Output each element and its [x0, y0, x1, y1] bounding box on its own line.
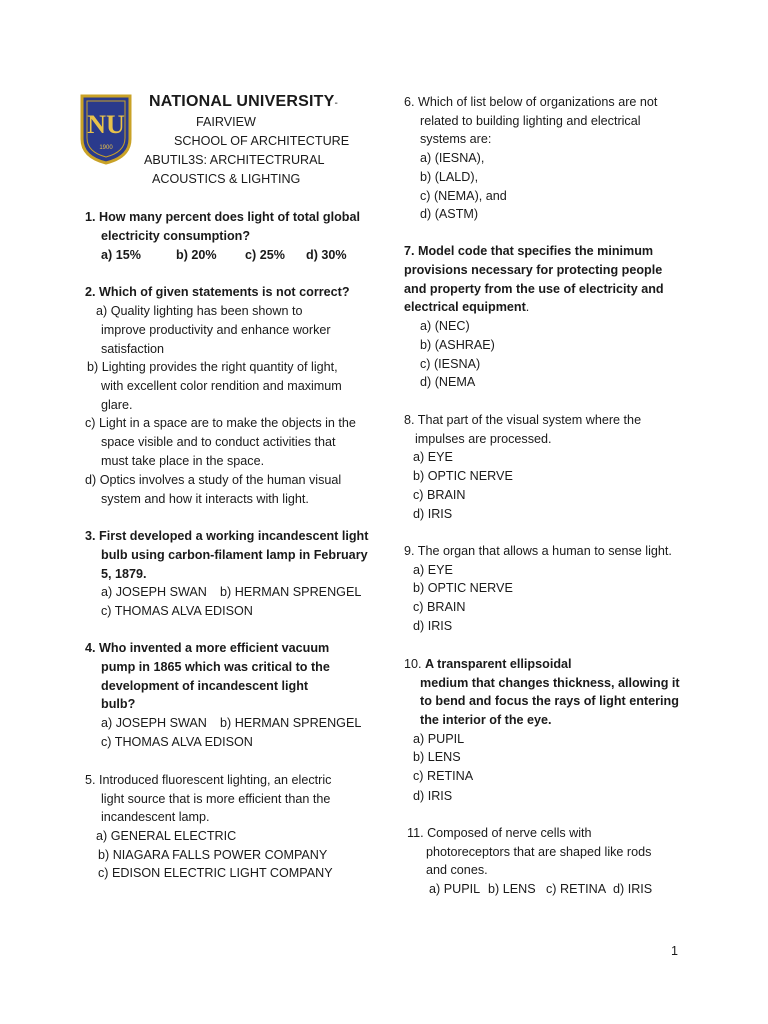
- q10-option-b: b) LENS: [413, 750, 461, 764]
- q11-option-b: b) LENS: [488, 882, 536, 896]
- logo-year: 1900: [99, 145, 113, 151]
- q4-text: pump in 1865 which was critical to the: [101, 660, 330, 674]
- q7-option-b: b) (ASHRAE): [420, 338, 495, 352]
- q2-option-a-cont: improve productivity and enhance worker: [101, 323, 331, 337]
- q3-option-b: b) HERMAN SPRENGEL: [220, 585, 362, 599]
- q6-text: systems are:: [420, 132, 492, 146]
- q2-option-b-cont: with excellent color rendition and maximum: [101, 379, 342, 393]
- q3-option-c: c) THOMAS ALVA EDISON: [101, 604, 253, 618]
- q9-text: 9. The organ that allows a human to sense light.: [404, 544, 672, 558]
- university-logo: [79, 93, 133, 165]
- q6-text: related to building lighting and electrical: [420, 114, 641, 128]
- q2-option-d-cont: system and how it interacts with light.: [101, 492, 309, 506]
- q10-text: the interior of the eye.: [420, 713, 552, 727]
- q1-option-c: c) 25%: [245, 248, 285, 262]
- q1-option-b: b) 20%: [176, 248, 217, 262]
- q6-text: 6. Which of list below of organizations are not: [404, 95, 658, 109]
- q9-option-b: b) OPTIC NERVE: [413, 581, 513, 595]
- q3-text: 3. First developed a working incandescent light: [85, 529, 369, 543]
- school-name: SCHOOL OF ARCHITECTURE: [174, 134, 350, 148]
- course-title-cont: ACOUSTICS & LIGHTING: [152, 172, 301, 186]
- q4-option-b: b) HERMAN SPRENGEL: [220, 716, 362, 730]
- q11-text: and cones.: [426, 863, 488, 877]
- campus-name: FAIRVIEW: [196, 115, 256, 129]
- q9-option-a: a) EYE: [413, 563, 453, 577]
- q2-option-c-cont: must take place in the space.: [101, 454, 265, 468]
- q3-text: bulb using carbon-filament lamp in February: [101, 548, 368, 562]
- q5-text: 5. Introduced fluorescent lighting, an electric: [85, 773, 332, 787]
- page-number: 1: [671, 944, 679, 958]
- q8-option-a: a) EYE: [413, 450, 453, 464]
- q2-option-c-cont: space visible and to conduct activities that: [101, 435, 336, 449]
- q2-question: 2. Which of given statements is not correct?: [85, 285, 350, 299]
- q2-option-b-cont: glare.: [101, 398, 133, 412]
- q11-text: photoreceptors that are shaped like rods: [426, 845, 652, 859]
- q1-text: electricity consumption?: [101, 229, 251, 243]
- q4-text: development of incandescent light: [101, 679, 309, 693]
- q7-text-end: electrical equipment.: [404, 300, 530, 314]
- q6-option-d: d) (ASTM): [420, 207, 479, 221]
- q10-option-c: c) RETINA: [413, 769, 474, 783]
- q1-text: 1. How many percent does light of total global: [85, 210, 360, 224]
- q5-option-b: b) NIAGARA FALLS POWER COMPANY: [98, 848, 328, 862]
- q8-text: impulses are processed.: [415, 432, 552, 446]
- q10-option-d: d) IRIS: [413, 789, 453, 803]
- q5-text: incandescent lamp.: [101, 810, 210, 824]
- q7-option-c: c) (IESNA): [420, 357, 481, 371]
- q6-option-b: b) (LALD),: [420, 170, 479, 184]
- q9-option-c: c) BRAIN: [413, 600, 466, 614]
- q1-option-d: d) 30%: [306, 248, 347, 262]
- q4-text: 4. Who invented a more efficient vacuum: [85, 641, 330, 655]
- q7-text: and property from the use of electricity and: [404, 282, 664, 296]
- q4-option-c: c) THOMAS ALVA EDISON: [101, 735, 253, 749]
- q2-option-b: b) Lighting provides the right quantity of light,: [87, 360, 338, 374]
- q10-text: 10. A transparent ellipsoidal: [404, 657, 572, 671]
- q10-text: to bend and focus the rays of light entering: [420, 694, 679, 708]
- q7-text: 7. Model code that specifies the minimum: [404, 244, 654, 258]
- q5-text: light source that is more efficient than the: [101, 792, 331, 806]
- logo-letters: NU: [87, 110, 125, 139]
- q7-text: provisions necessary for protecting people: [404, 263, 663, 277]
- q7-option-d: d) (NEMA: [420, 375, 476, 389]
- q2-option-c: c) Light in a space are to make the objects in the: [85, 416, 356, 430]
- q8-option-d: d) IRIS: [413, 507, 453, 521]
- university-name: NATIONAL UNIVERSITY-: [149, 93, 338, 110]
- course-code-title: ABUTIL3S: ARCHITECTRURAL: [144, 153, 325, 167]
- q10-text: medium that changes thickness, allowing it: [420, 676, 680, 690]
- q8-option-c: c) BRAIN: [413, 488, 466, 502]
- q9-option-d: d) IRIS: [413, 619, 453, 633]
- q4-text: bulb?: [101, 697, 136, 711]
- q1-option-a: a) 15%: [101, 248, 141, 262]
- q6-option-c: c) (NEMA), and: [420, 189, 507, 203]
- q11-option-a: a) PUPIL: [429, 882, 481, 896]
- q5-option-a: a) GENERAL ELECTRIC: [96, 829, 237, 843]
- q5-option-c: c) EDISON ELECTRIC LIGHT COMPANY: [98, 866, 333, 880]
- q11-text: 11. Composed of nerve cells with: [407, 826, 592, 840]
- q2-option-d: d) Optics involves a study of the human visual: [85, 473, 342, 487]
- q7-option-a: a) (NEC): [420, 319, 470, 333]
- q11-option-c: c) RETINA: [546, 882, 607, 896]
- q3-option-a: a) JOSEPH SWAN: [101, 585, 207, 599]
- q2-option-a-cont: satisfaction: [101, 342, 164, 356]
- q10-option-a: a) PUPIL: [413, 732, 465, 746]
- q6-option-a: a) (IESNA),: [420, 151, 485, 165]
- q11-option-d: d) IRIS: [613, 882, 653, 896]
- q8-text: 8. That part of the visual system where the: [404, 413, 642, 427]
- q8-option-b: b) OPTIC NERVE: [413, 469, 513, 483]
- q2-option-a: a) Quality lighting has been shown to: [96, 304, 303, 318]
- q4-option-a: a) JOSEPH SWAN: [101, 716, 207, 730]
- q3-text: 5, 1879.: [101, 567, 147, 581]
